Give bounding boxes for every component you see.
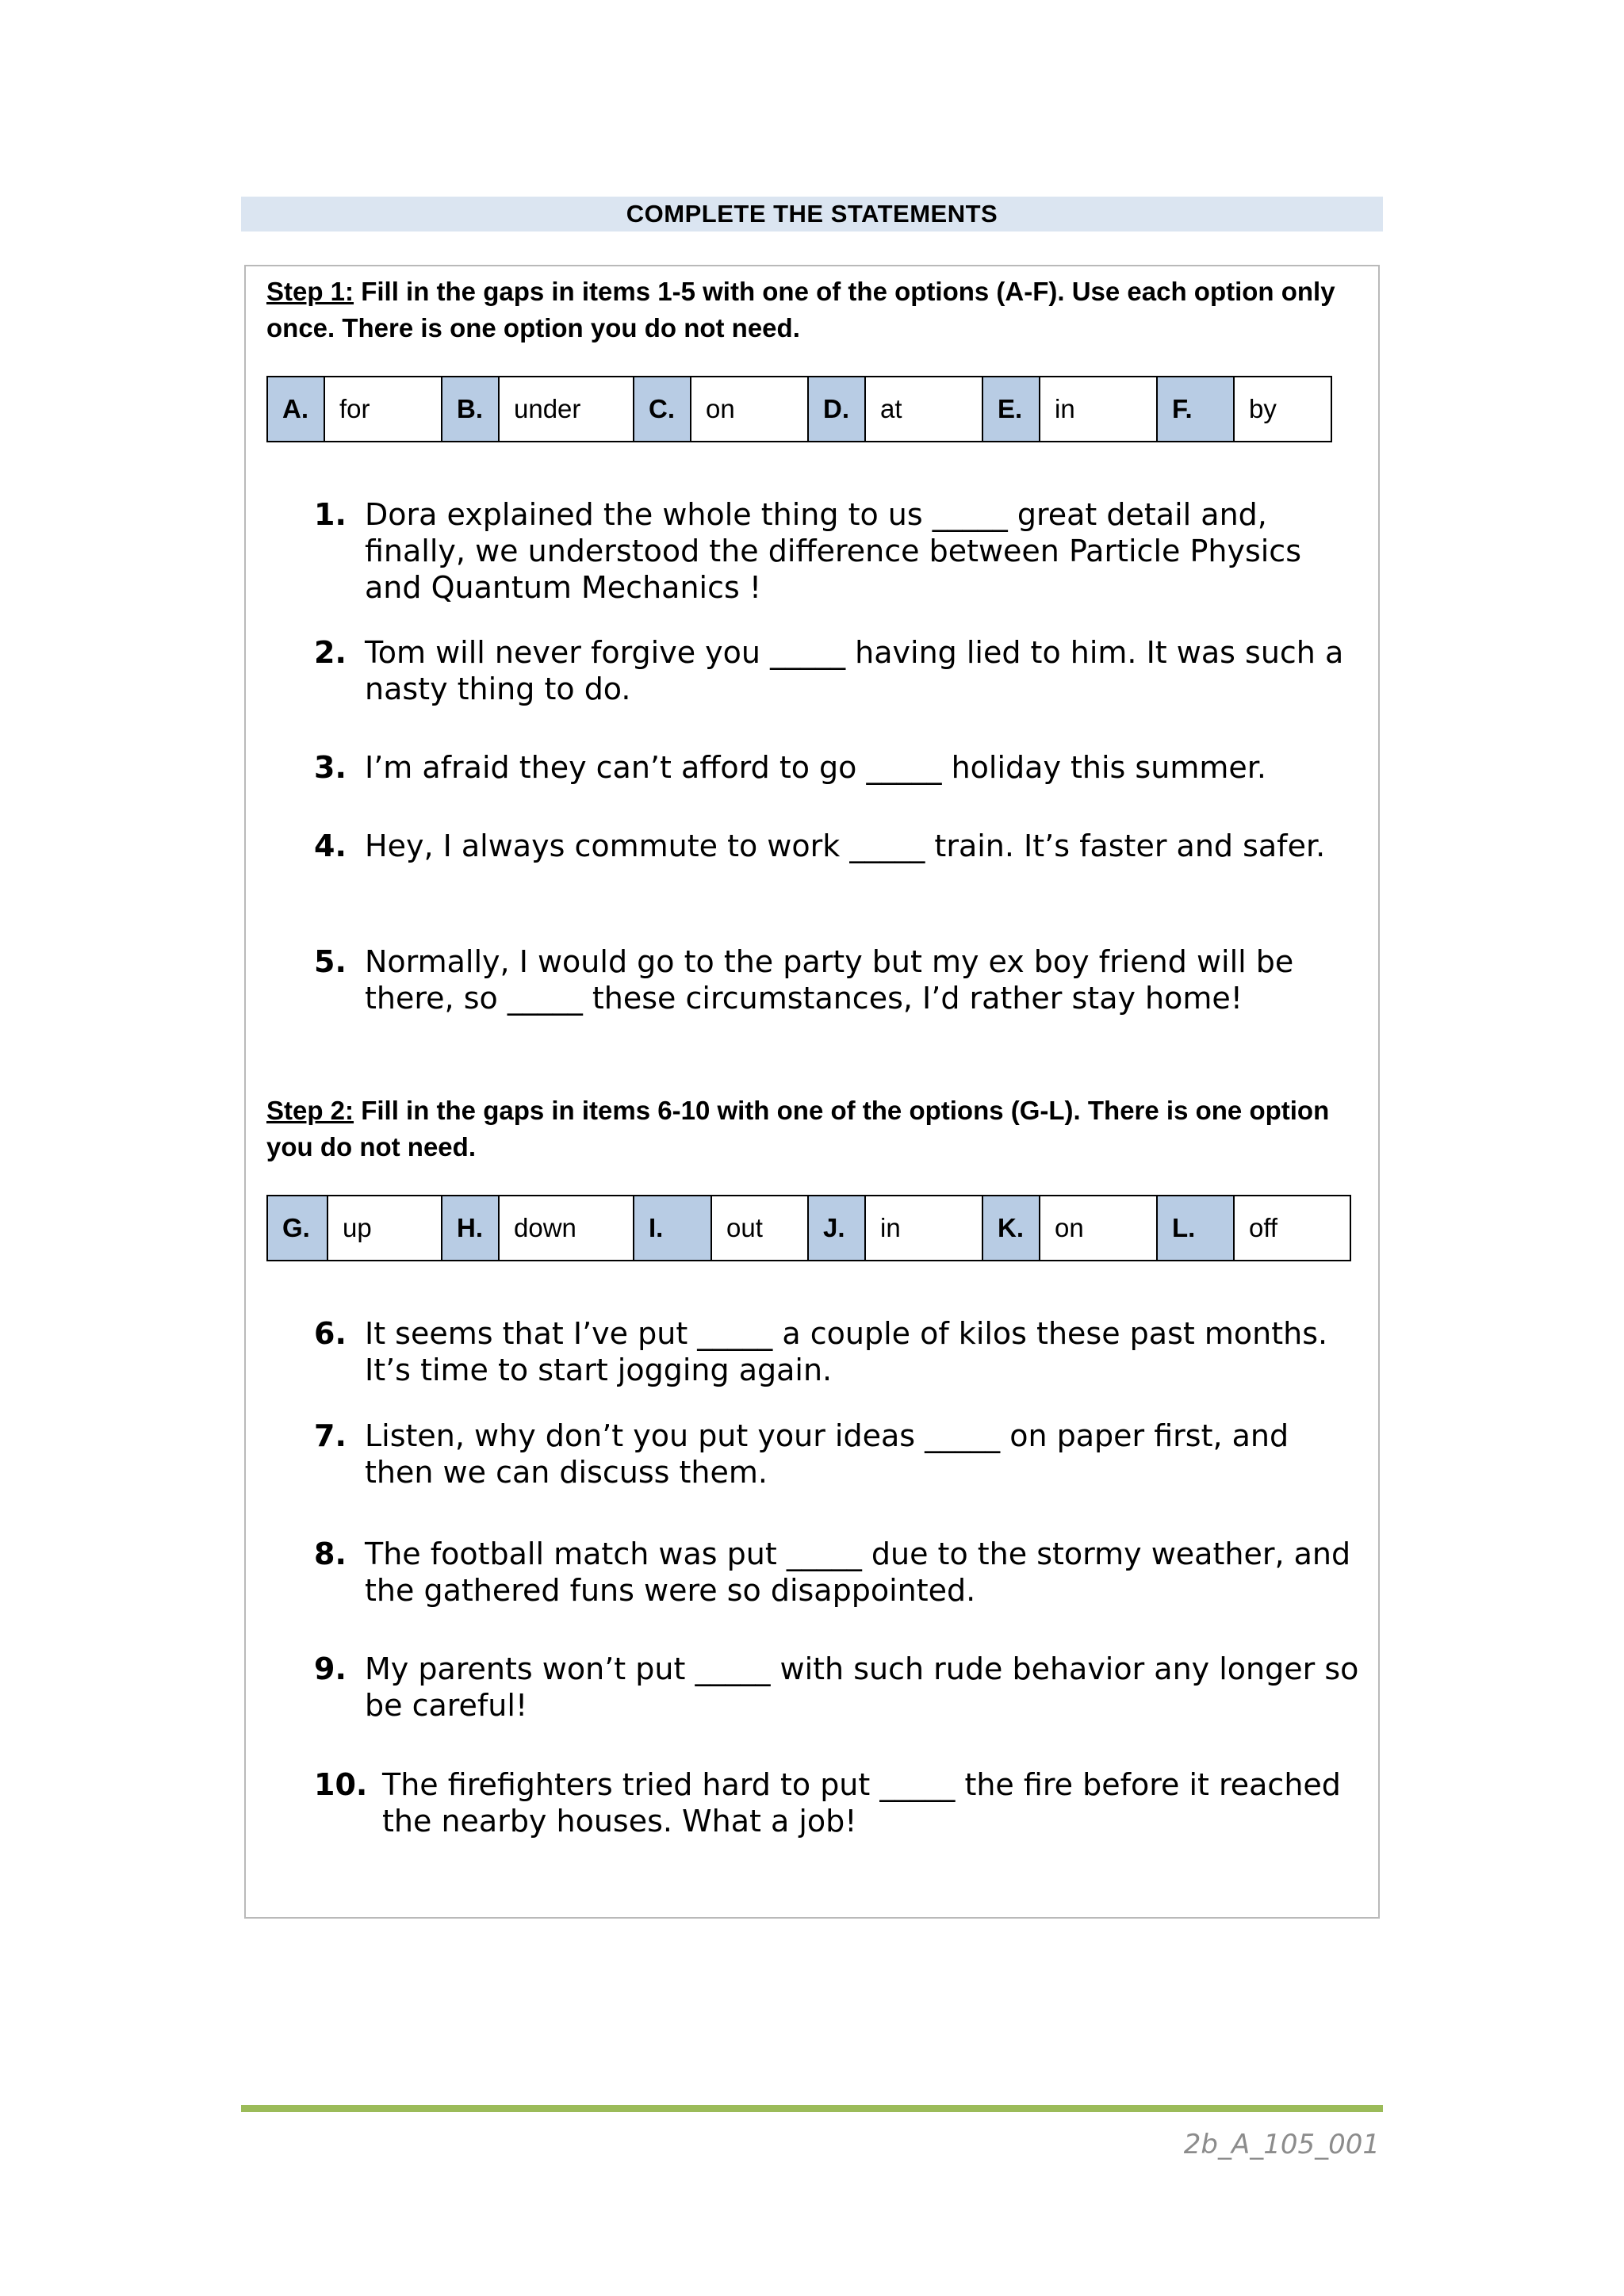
item-text: Listen, why don’t you put your ideas _____ on paper first, and then we can discuss them. bbox=[365, 1418, 1289, 1490]
item-text: Tom will never forgive you _____ having lied to him. It was such a nasty thing to do. bbox=[365, 635, 1344, 706]
step1-label: Step 1: bbox=[266, 277, 354, 306]
option-word: down bbox=[499, 1196, 634, 1261]
step1-instruction bbox=[266, 274, 1377, 346]
option-word: on bbox=[691, 377, 808, 442]
list-item bbox=[314, 1418, 1361, 1490]
option-word: by bbox=[1234, 377, 1331, 442]
item-number: 9. bbox=[314, 1651, 347, 1686]
option-letter: F. bbox=[1157, 377, 1234, 442]
option-word: for bbox=[324, 377, 442, 442]
item-number: 1. bbox=[314, 497, 347, 532]
item-text: Hey, I always commute to work _____ train. It’s faster and safer. bbox=[365, 828, 1326, 863]
option-letter: D. bbox=[808, 377, 865, 442]
option-letter: B. bbox=[442, 377, 499, 442]
item-number: 7. bbox=[314, 1418, 347, 1453]
step2-text: Fill in the gaps in items 6-10 with one of the options (G-L). There is one option you do not need. bbox=[266, 1096, 1330, 1161]
option-word: under bbox=[499, 377, 634, 442]
item-number: 2. bbox=[314, 635, 347, 670]
list-item bbox=[314, 1651, 1361, 1724]
document-code: 2b_A_105_001 bbox=[1183, 2129, 1380, 2160]
item-text: I’m afraid they can’t afford to go _____ holiday this summer. bbox=[365, 750, 1266, 785]
step2-options-table bbox=[266, 1195, 1351, 1261]
list-item bbox=[314, 1315, 1361, 1388]
option-word: in bbox=[1040, 377, 1157, 442]
item-text: The firefighters tried hard to put _____ the fire before it reached the nearby houses. What a job! bbox=[382, 1767, 1341, 1839]
option-letter: A. bbox=[267, 377, 324, 442]
step2-label: Step 2: bbox=[266, 1096, 354, 1125]
footer-divider bbox=[241, 2105, 1383, 2112]
option-letter: C. bbox=[634, 377, 691, 442]
option-letter: J. bbox=[808, 1196, 865, 1261]
item-number: 8. bbox=[314, 1536, 347, 1571]
list-item bbox=[314, 496, 1361, 606]
item-number: 3. bbox=[314, 750, 347, 785]
option-word: at bbox=[865, 377, 982, 442]
option-letter: I. bbox=[634, 1196, 711, 1261]
list-item bbox=[314, 943, 1361, 1016]
list-item bbox=[314, 749, 1361, 786]
list-item bbox=[314, 634, 1361, 707]
list-item bbox=[314, 828, 1361, 864]
option-word: in bbox=[865, 1196, 982, 1261]
item-number: 5. bbox=[314, 944, 347, 979]
option-word: up bbox=[327, 1196, 442, 1261]
step2-instruction bbox=[266, 1093, 1377, 1165]
item-text: My parents won’t put _____ with such rude behavior any longer so be careful! bbox=[365, 1651, 1359, 1723]
option-word: off bbox=[1234, 1196, 1350, 1261]
option-letter: K. bbox=[982, 1196, 1040, 1261]
option-letter: L. bbox=[1157, 1196, 1234, 1261]
step1-options-table bbox=[266, 376, 1332, 442]
item-text: It seems that I’ve put _____ a couple of kilos these past months. It’s time to start jogging again. bbox=[365, 1316, 1328, 1387]
item-text: Normally, I would go to the party but my ex boy friend will be there, so _____ these circumstances, I’d rather stay home! bbox=[365, 944, 1294, 1016]
page-title: COMPLETE THE STATEMENTS bbox=[241, 197, 1383, 232]
list-item bbox=[314, 1766, 1361, 1839]
item-text: Dora explained the whole thing to us _____ great detail and, finally, we understood the difference between Particle Physics and Quantum Mechanics ! bbox=[365, 497, 1301, 605]
item-number: 10. bbox=[314, 1767, 368, 1802]
option-word: on bbox=[1040, 1196, 1157, 1261]
item-number: 6. bbox=[314, 1316, 347, 1351]
step1-text: Fill in the gaps in items 1-5 with one of the options (A-F). Use each option only once. There is one option you do not need. bbox=[266, 277, 1335, 342]
option-word: out bbox=[711, 1196, 808, 1261]
option-letter: E. bbox=[982, 377, 1040, 442]
option-letter: G. bbox=[267, 1196, 327, 1261]
options-row bbox=[267, 1196, 1350, 1261]
option-letter: H. bbox=[442, 1196, 499, 1261]
options-row bbox=[267, 377, 1331, 442]
list-item bbox=[314, 1536, 1361, 1609]
item-text: The football match was put _____ due to the stormy weather, and the gathered funs were so disappointed. bbox=[365, 1536, 1351, 1608]
item-number: 4. bbox=[314, 828, 347, 863]
